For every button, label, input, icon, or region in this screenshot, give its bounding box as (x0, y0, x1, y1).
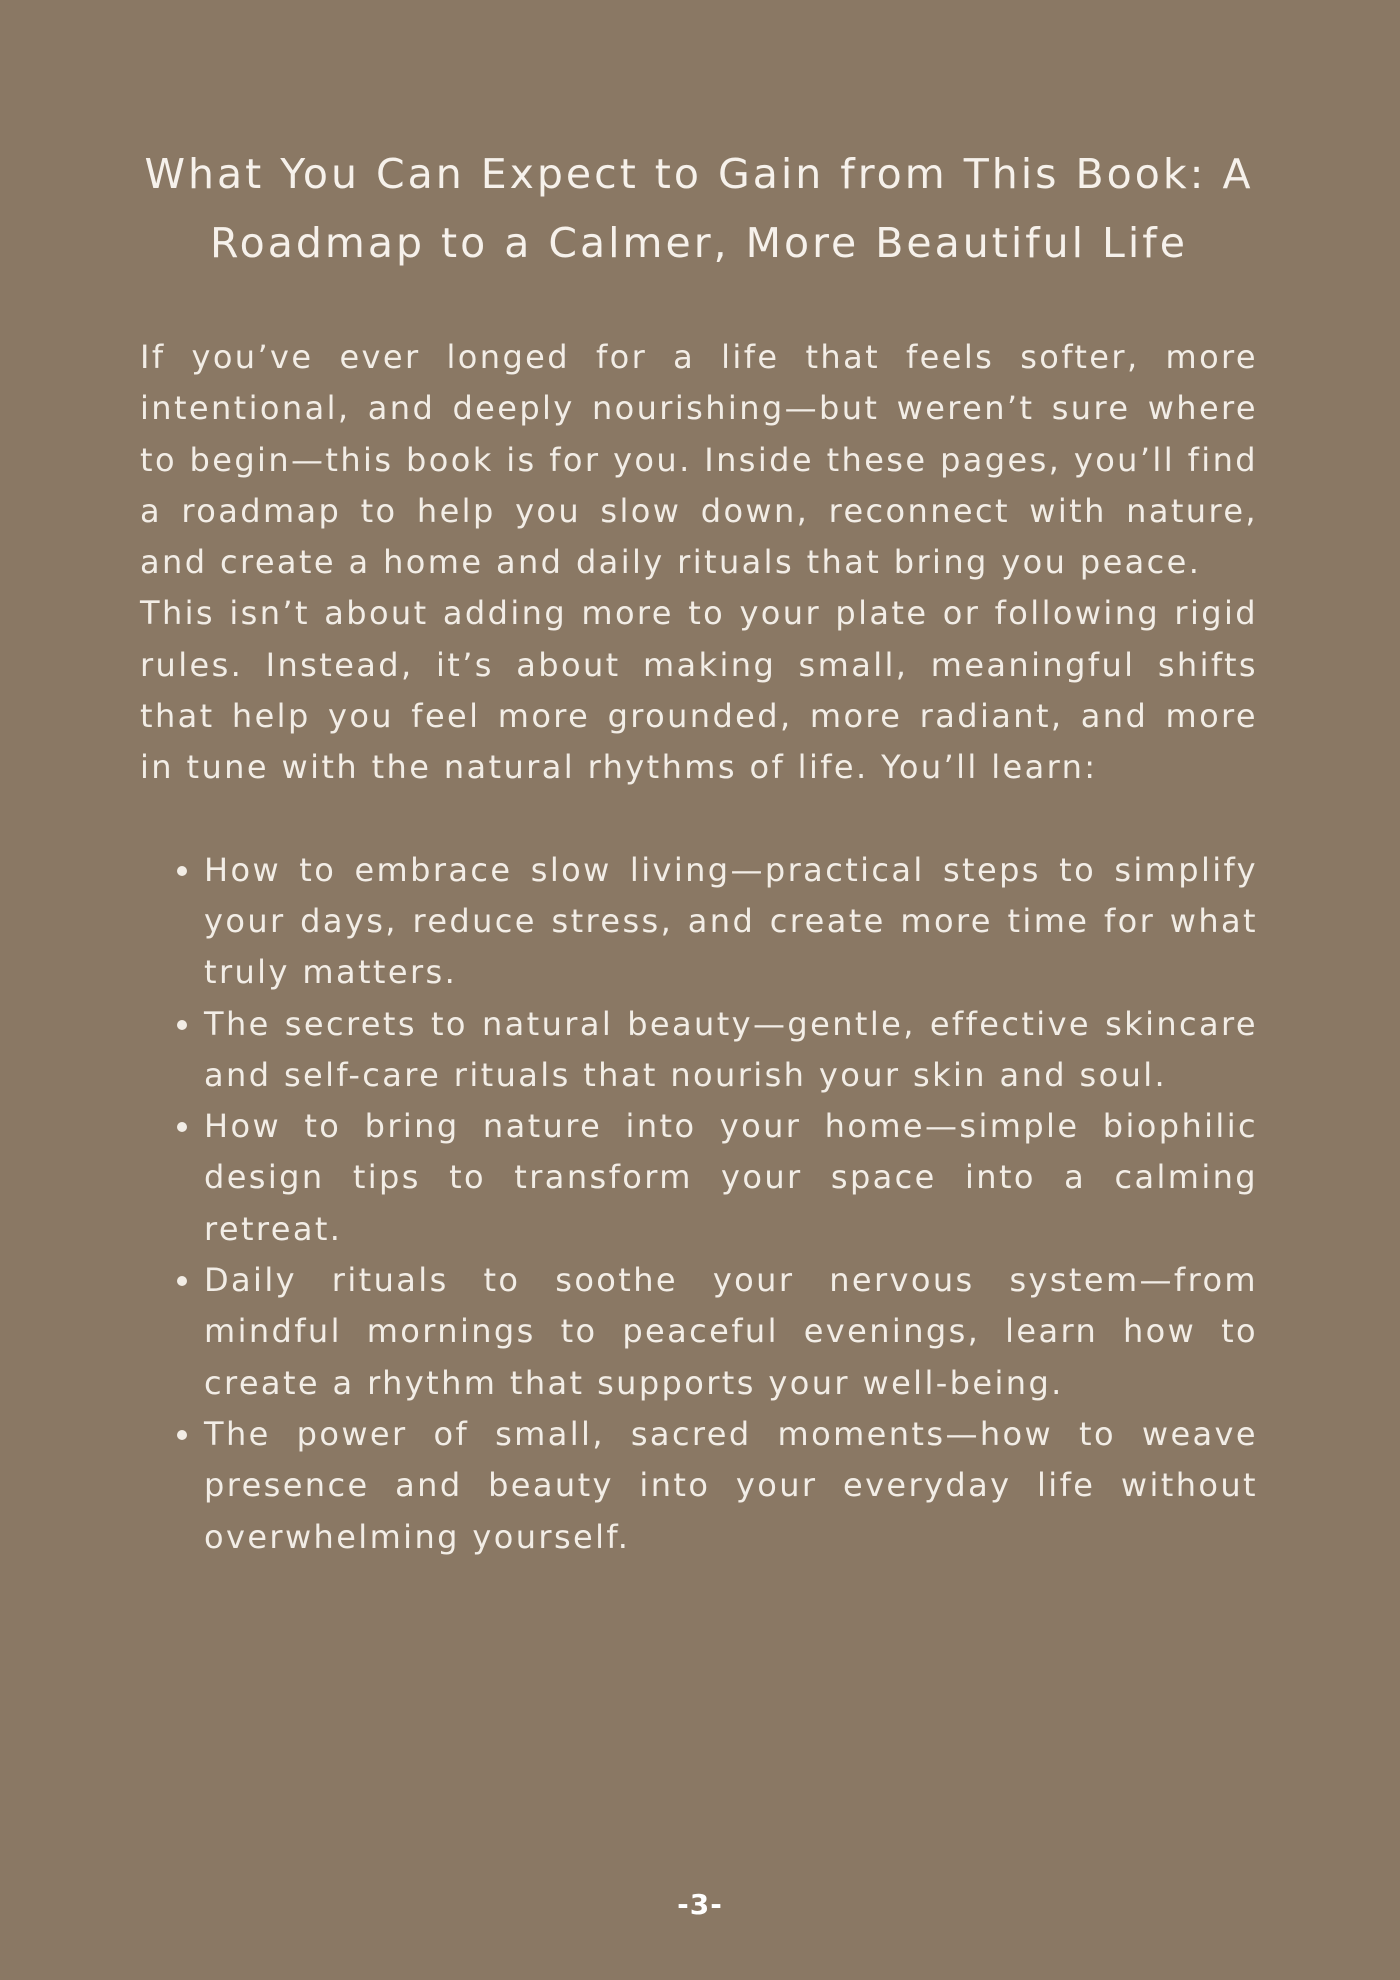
list-item: • The secrets to natural beauty—gentle, effective skincare and self-care rituals that nourish your skin and soul. (204, 999, 1258, 1102)
page-content (140, 140, 1258, 1563)
list-item: • How to bring nature into your home—simple biophilic design tips to transform your space into a calming retreat. (204, 1101, 1258, 1255)
intro-paragraph: If you’ve ever longed for a life that feels softer, more intentional, and deeply nourishing—but weren’t sure where to begin—this book is for you. Inside these pages, you’ll find a roadmap to help you slow down, reconnect with nature, and create a home and daily rituals that bring you peace. (140, 338, 1258, 582)
benefits-list (140, 845, 1258, 1563)
second-paragraph: This isn’t about adding more to your plate or following rigid rules. Instead, it’s about making small, meaningful shifts that help you feel more grounded, more radiant, and more in tune with the natural rhythms of life. You’ll learn: (140, 594, 1258, 787)
page-number: -3- (677, 1888, 723, 1921)
list-item: • Daily rituals to soothe your nervous system—from mindful mornings to peaceful evenings, learn how to create a rhythm that supports your well-being. (204, 1255, 1258, 1409)
body-text (140, 332, 1258, 1563)
page-title: What You Can Expect to Gain from This Book: A Roadmap to a Calmer, More Beautiful Life (144, 150, 1254, 267)
list-item: • How to embrace slow living—practical steps to simplify your days, reduce stress, and create more time for what truly matters. (204, 845, 1258, 999)
list-item: • The power of small, sacred moments—how to weave presence and beauty into your everyday life without overwhelming yourself. (204, 1409, 1258, 1563)
